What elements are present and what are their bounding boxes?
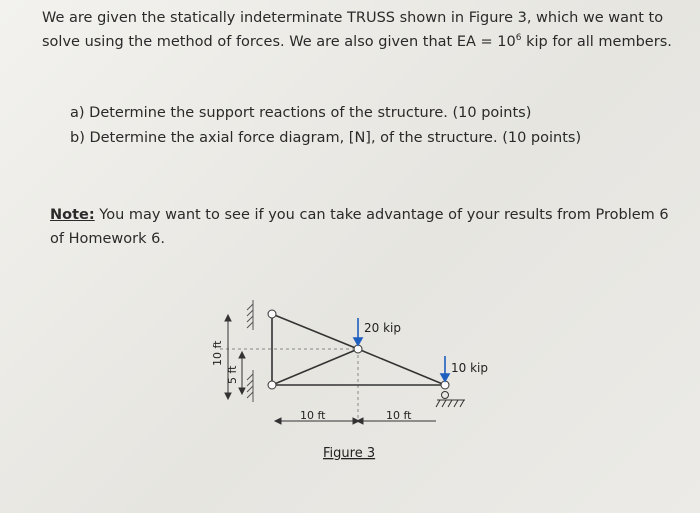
intro-text-end: kip for all members.: [521, 34, 672, 50]
dimension-right-label: 10 ft: [386, 409, 412, 422]
dimension-left-label: 10 ft: [300, 409, 326, 422]
dimension-lower-label: 5 ft: [226, 365, 239, 384]
load-10-kip-label: 10 kip: [451, 361, 488, 375]
dimension-height-label: 10 ft: [211, 340, 224, 366]
problem-intro: [42, 6, 672, 54]
note-text: You may want to see if you can take advantage of your results from Problem 6 of Homework 6.: [50, 207, 669, 247]
lower-height-dimension: [239, 352, 245, 394]
question-a: a) Determine the support reactions of the structure. (10 points): [70, 105, 532, 121]
question-b: b) Determine the axial force diagram, [N], of the structure. (10 points): [70, 130, 582, 146]
truss-figure: [190, 290, 520, 465]
wall-support-top: [247, 300, 253, 330]
member-top-to-mid: [272, 314, 358, 349]
figure-caption: Figure 3: [323, 446, 376, 461]
note-label: Note:: [50, 207, 95, 223]
load-10-kip-arrow: [441, 356, 449, 381]
joint-top-left: [268, 310, 276, 318]
joint-bottom-left: [268, 381, 276, 389]
member-mid-to-right: [358, 349, 445, 385]
member-diagonal: [272, 349, 358, 385]
roller-support: [436, 392, 465, 408]
load-20-kip-label: 20 kip: [364, 321, 401, 335]
wall-support-bottom: [247, 370, 253, 402]
dimension-guides: [220, 349, 358, 418]
intro-text: We are given the statically indeterminate TRUSS shown in Figure 3, which we want to solve using the method of forces. We are also given that EA = 10: [42, 10, 664, 50]
load-20-kip-arrow: [354, 318, 362, 345]
note: [50, 203, 670, 251]
intro-exponent: 6: [515, 33, 522, 44]
height-dimension: [225, 315, 231, 399]
